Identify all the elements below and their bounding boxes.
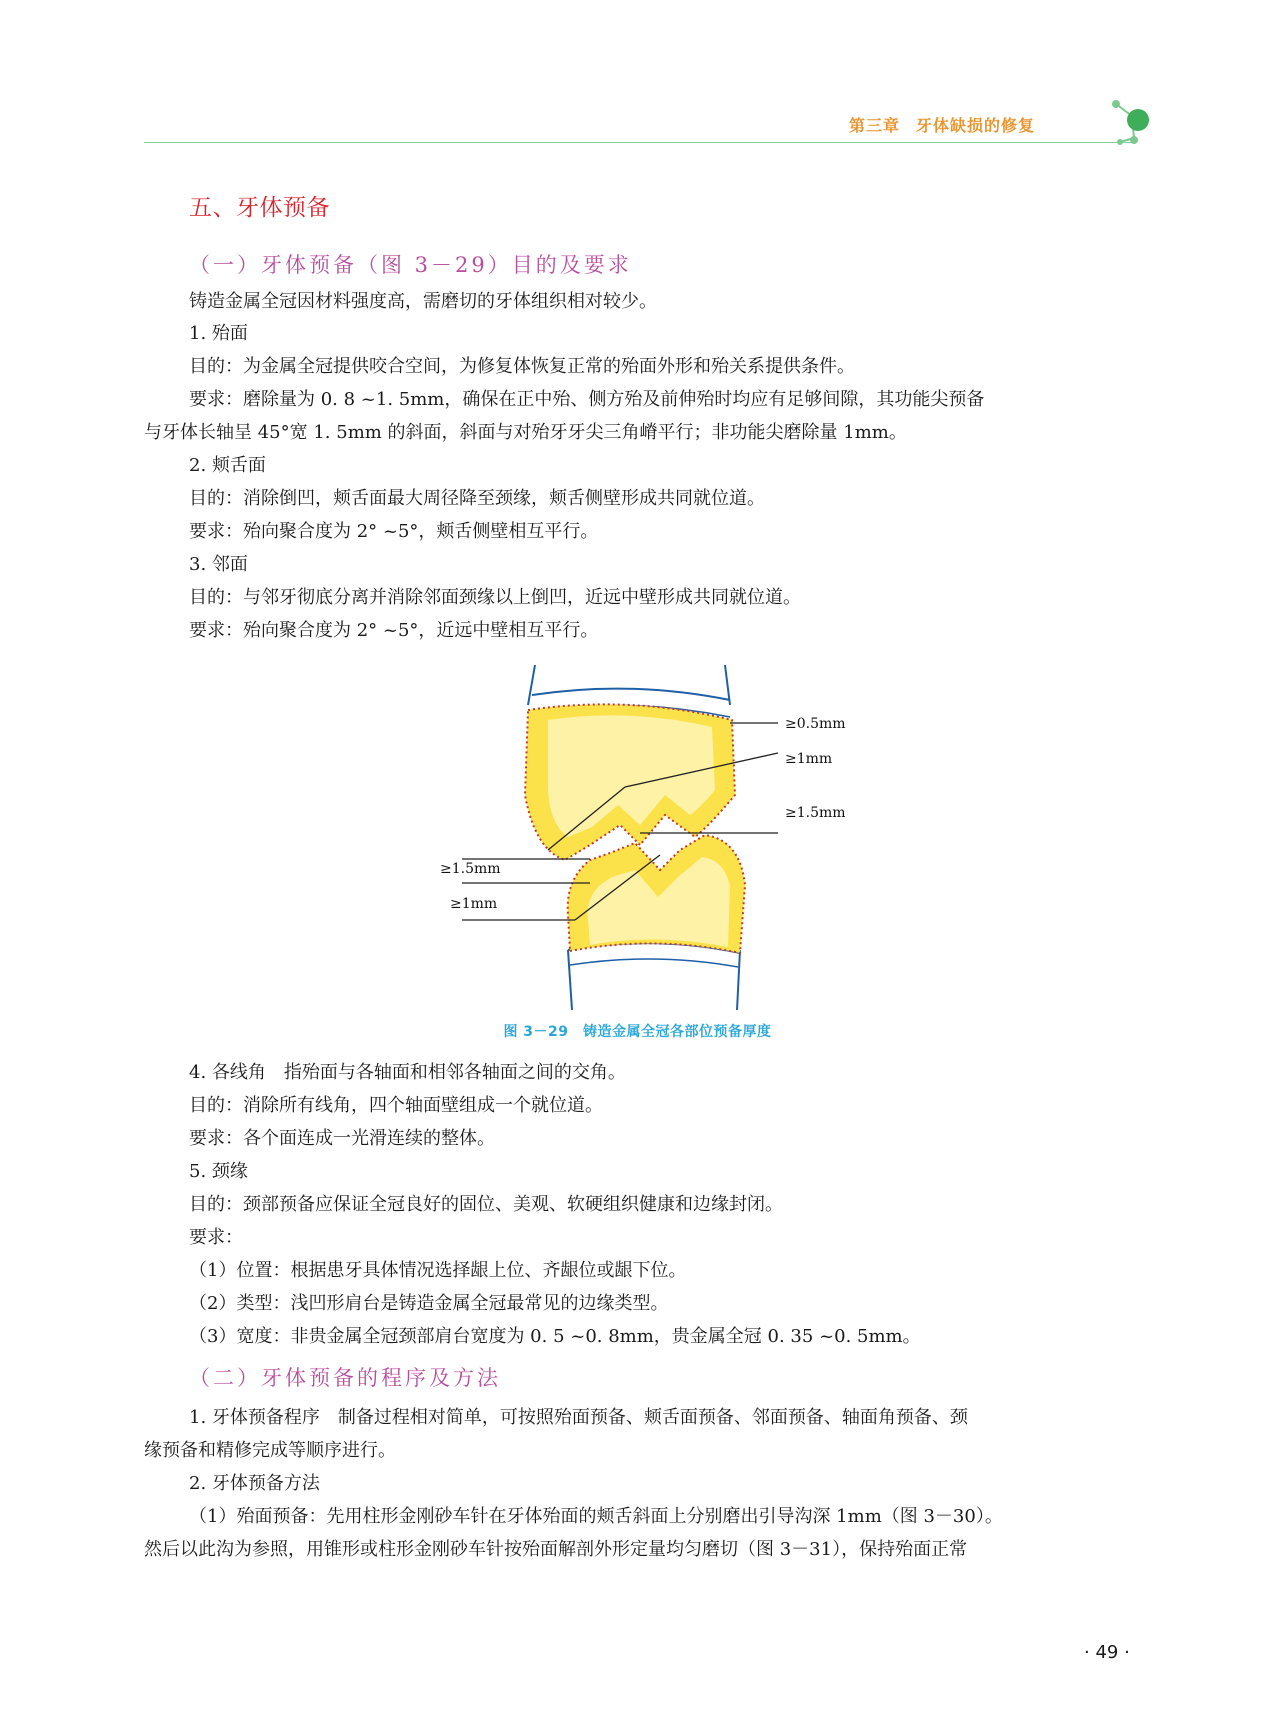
paragraph-line: 与牙体长轴呈 45°宽 1. 5mm 的斜面，斜面与对殆牙牙尖三角嵴平行；非功能尖磨除量 1mm。 [144, 422, 907, 443]
subsection-title-2: （二）牙体预备的程序及方法 [189, 1366, 501, 1390]
figure-caption [0, 1021, 1275, 1041]
item-heading: 2. 颊舌面 [189, 455, 266, 476]
paragraph-line: （2）类型：浅凹形肩台是铸造金属全冠最常见的边缘类型。 [189, 1293, 669, 1314]
paragraph-line: 铸造金属全冠因材料强度高，需磨切的牙体组织相对较少。 [189, 291, 657, 312]
figure-caption-text: 铸造金属全冠各部位预备厚度 [583, 1024, 772, 1040]
paragraph-line: 目的：消除倒凹，颊舌面最大周径降至颈缘，颊舌侧壁形成共同就位道。 [189, 488, 765, 509]
paragraph-line: 要求： [189, 1227, 243, 1248]
paragraph-line: 要求：各个面连成一光滑连续的整体。 [189, 1128, 495, 1149]
label-right: ≥1.5mm [785, 805, 846, 821]
upper-cej-line [532, 689, 730, 700]
paragraph-line: 然后以此沟为参照，用锥形或柱形金刚砂车针按殆面解剖外形定量均匀磨切（图 3－31），保持殆面正常 [144, 1539, 968, 1560]
label-right: ≥0.5mm [785, 716, 846, 732]
upper-tooth-root-line [528, 665, 535, 705]
label-right: ≥1mm [785, 751, 833, 767]
label-left: ≥1.5mm [440, 861, 501, 877]
paragraph-line: （1）位置：根据患牙具体情况选择龈上位、齐龈位或龈下位。 [189, 1260, 687, 1281]
paragraph-line: 目的：颈部预备应保证全冠良好的固位、美观、软硬组织健康和边缘封闭。 [189, 1194, 783, 1215]
header-rule [144, 142, 1132, 143]
item-heading: 1. 殆面 [189, 323, 248, 344]
item-heading: 3. 邻面 [189, 554, 248, 575]
chapter-title: 牙体缺损的修复 [915, 116, 1035, 135]
figure-number: 图 3－29 [503, 1024, 569, 1040]
molecule-icon [1110, 98, 1160, 148]
tooth-preparation-diagram [440, 665, 860, 1010]
paragraph-line: 目的：为金属全冠提供咬合空间，为修复体恢复正常的殆面外形和殆关系提供条件。 [189, 356, 855, 377]
lower-cej-line [570, 959, 738, 967]
paragraph-line: 要求：磨除量为 0. 8 ~1. 5mm，确保在正中殆、侧方殆及前伸殆时均应有足够间隙，其功能尖预备 [189, 389, 985, 410]
paragraph-line: 1. 牙体预备程序 制备过程相对简单，可按照殆面预备、颊舌面预备、邻面预备、轴面角预备、颈 [189, 1407, 968, 1428]
paragraph-line: 要求：殆向聚合度为 2° ~5°，颊舌侧壁相互平行。 [189, 521, 599, 542]
paragraph-line: （1）殆面预备：先用柱形金刚砂车针在牙体殆面的颊舌斜面上分别磨出引导沟深 1mm（图 3－30）。 [189, 1506, 1003, 1527]
lower-tooth-root-line [568, 950, 572, 1010]
lower-tooth-root-line [737, 950, 740, 1010]
section-title: 五、牙体预备 [189, 195, 330, 221]
paragraph-line: 缘预备和精修完成等顺序进行。 [144, 1440, 396, 1461]
paragraph-line: 要求：殆向聚合度为 2° ~5°，近远中壁相互平行。 [189, 620, 599, 641]
item-heading: 4. 各线角 指殆面与各轴面和相邻各轴面之间的交角。 [189, 1062, 626, 1083]
item-heading: 5. 颈缘 [189, 1161, 248, 1182]
page-number: · 49 · [1084, 1642, 1130, 1663]
paragraph-line: 目的：与邻牙彻底分离并消除邻面颈缘以上倒凹，近远中壁形成共同就位道。 [189, 587, 801, 608]
item-heading: 2. 牙体预备方法 [189, 1473, 320, 1494]
paragraph-line: （3）宽度：非贵金属全冠颈部肩台宽度为 0. 5 ~0. 8mm，贵金属全冠 0. 35 ~0. 5mm。 [189, 1326, 921, 1347]
running-header [849, 113, 1035, 136]
paragraph-line: 目的：消除所有线角，四个轴面壁组成一个就位道。 [189, 1095, 603, 1116]
chapter-label: 第三章 [848, 116, 900, 135]
label-left: ≥1mm [450, 896, 498, 912]
subsection-title-1: （一）牙体预备（图 3－29）目的及要求 [189, 253, 632, 277]
